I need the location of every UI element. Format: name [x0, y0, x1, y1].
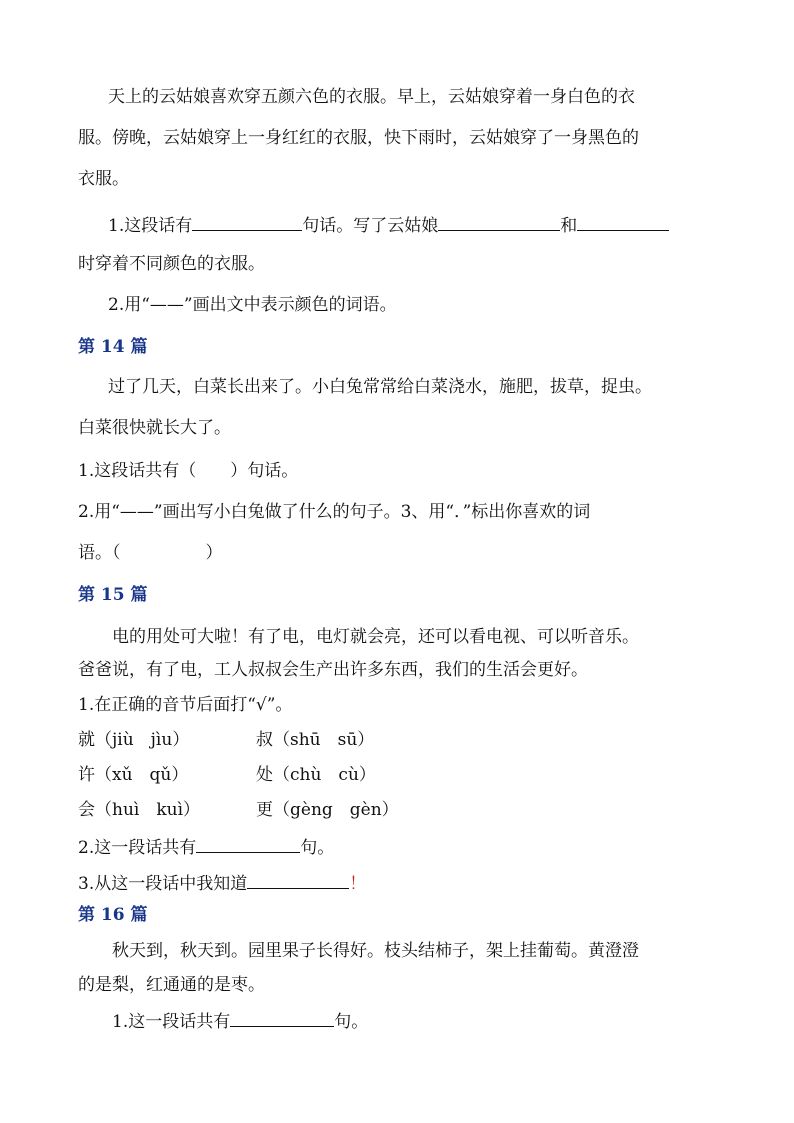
p14-line2: 白菜很快就长大了。: [78, 418, 231, 438]
answer-blank[interactable]: [247, 870, 349, 889]
p15-question-1: 1.在正确的音节后面打“√”。: [78, 695, 293, 715]
p13-q1-part-a: 1.这段话有: [108, 216, 193, 236]
p13-line2: 服。傍晚，云姑娘穿上一身红红的衣服，快下雨时，云姑娘穿了一身黑色的: [78, 128, 639, 148]
answer-blank[interactable]: [438, 212, 560, 231]
p13-q1-cont: 时穿着不同颜色的衣服。: [78, 254, 265, 274]
p14-question-2: 2.用“——”画出写小白兔做了什么的句子。3、用“．”标出你喜欢的词: [78, 502, 591, 522]
p13-line1: 天上的云姑娘喜欢穿五颜六色的衣服。早上，云姑娘穿着一身白色的衣: [108, 87, 635, 107]
p15-question-2: [78, 834, 334, 859]
p15-line1: 电的用处可大啦！有了电，电灯就会亮，还可以看电视、可以听音乐。: [112, 627, 639, 647]
p16-q1-part-a: 1.这一段话共有: [112, 1012, 231, 1032]
p15-q3-part-a: 3.从这一段话中我知道: [78, 874, 248, 894]
p13-question-2: 2.用“——”画出文中表示颜色的词语。: [108, 295, 397, 315]
pinyin-row: [78, 729, 374, 751]
p16-question-1: [112, 1008, 368, 1033]
pinyin-choice[interactable]: 就（jiù jìu）: [78, 730, 190, 750]
p16-q1-part-b: 句。: [334, 1012, 369, 1032]
p13-q1-part-b: 句话。写了云姑娘: [302, 216, 439, 236]
section-heading-14: 第 14 篇: [78, 337, 148, 357]
p15-q2-part-b: 句。: [300, 838, 335, 858]
pinyin-row: [78, 799, 399, 821]
pinyin-choice[interactable]: 叔（shū sū）: [256, 730, 375, 750]
pinyin-row: [78, 764, 376, 786]
pinyin-choice[interactable]: 处（chù cù）: [256, 765, 376, 785]
pinyin-choice[interactable]: 会（huì kuì）: [78, 800, 201, 820]
pinyin-choice[interactable]: 更（gèng gèn）: [256, 800, 399, 820]
p15-line2: 爸爸说，有了电，工人叔叔会生产出许多东西，我们的生活会更好。: [78, 660, 588, 680]
answer-blank[interactable]: [577, 212, 669, 231]
p14-question-2-cont: 语。（ ）: [78, 543, 223, 563]
section-heading-15: 第 15 篇: [78, 585, 148, 605]
answer-blank[interactable]: [192, 212, 302, 231]
p13-line3: 衣服。: [78, 169, 129, 189]
section-heading-16: 第 16 篇: [78, 905, 148, 925]
answer-blank[interactable]: [230, 1008, 334, 1027]
p13-question-1: [108, 212, 669, 237]
p15-q2-part-a: 2.这一段话共有: [78, 838, 197, 858]
answer-blank[interactable]: [196, 834, 300, 853]
p14-line1: 过了几天，白菜长出来了。小白兔常常给白菜浇水，施肥，拔草，捉虫。: [108, 377, 652, 397]
p15-question-3: [78, 870, 366, 895]
p16-line2: 的是梨，红通通的是枣。: [78, 975, 265, 995]
p16-line1: 秋天到，秋天到。园里果子长得好。枝头结柿子，架上挂葡萄。黄澄澄: [112, 941, 639, 961]
exclamation-mark: ！: [349, 874, 367, 894]
p14-question-1: 1.这段话共有（ ）句话。: [78, 461, 299, 481]
p13-q1-part-c: 和: [560, 216, 578, 236]
pinyin-choice[interactable]: 许（xǔ qǔ）: [78, 765, 189, 785]
